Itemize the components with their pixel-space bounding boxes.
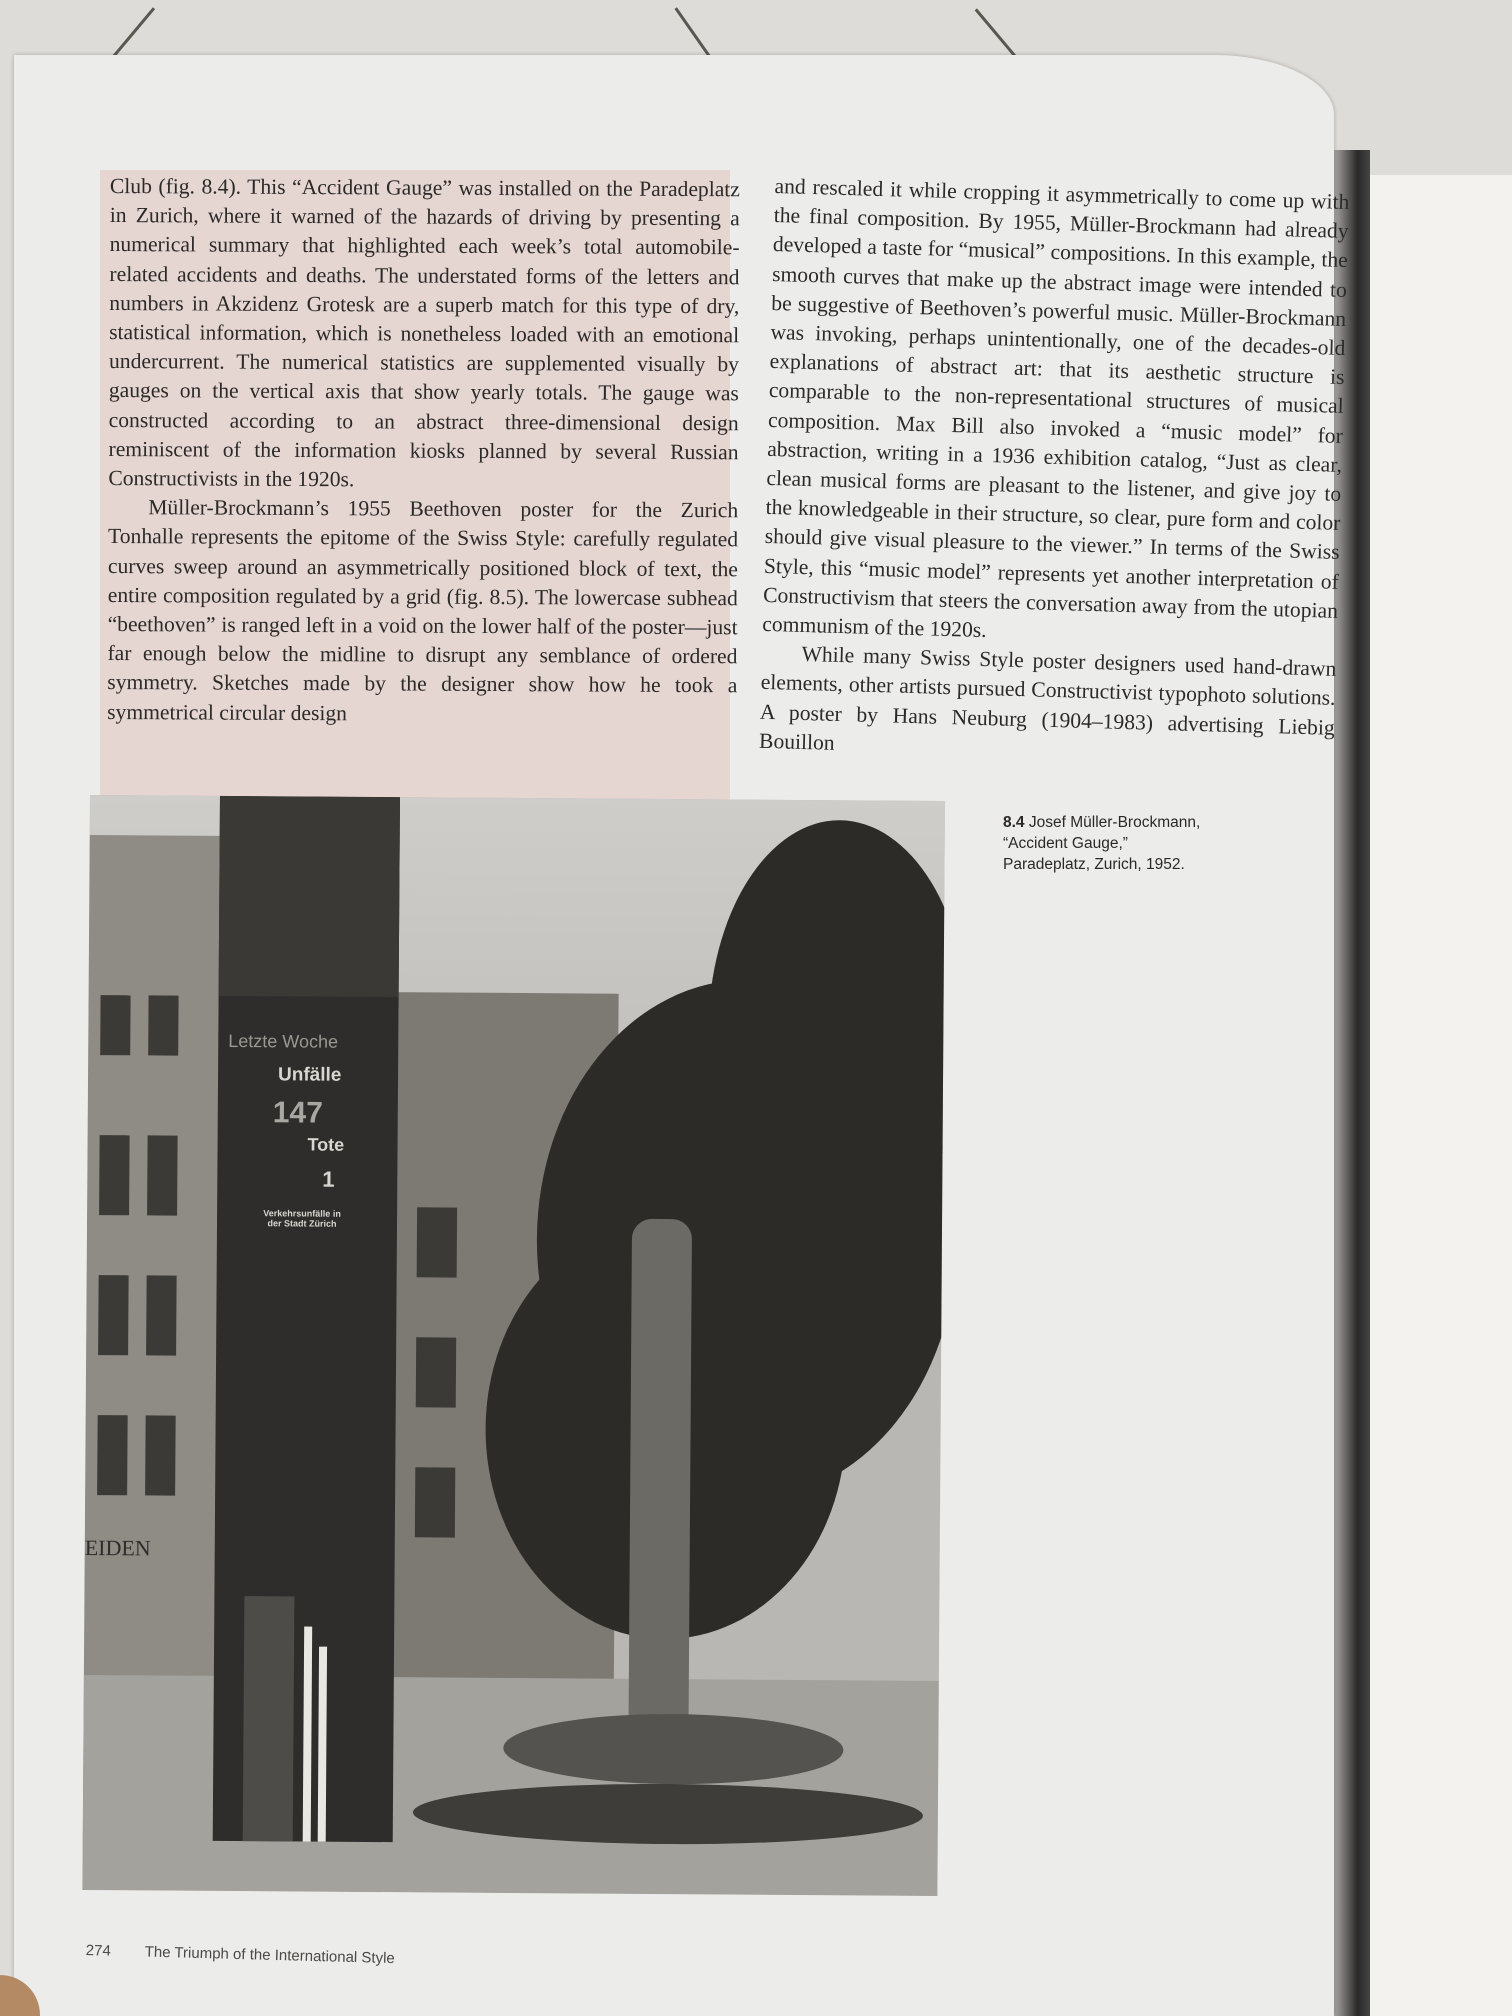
window (97, 1415, 128, 1495)
ground (82, 1675, 938, 1896)
facing-page (1370, 175, 1512, 2016)
window (99, 1135, 130, 1215)
gauge-label: Verkehrsunfälle in der Stadt Zürich (263, 1208, 341, 1229)
figure-number: 8.4 (1003, 814, 1025, 831)
gauge-bar (303, 1627, 313, 1842)
fountain-column (628, 1219, 692, 1779)
window (417, 1207, 457, 1277)
caption-line: “Accident Gauge,” (1003, 835, 1128, 852)
gauge-label: Unfälle (277, 1064, 342, 1086)
caption-line: Josef Müller-Brockmann, (1028, 814, 1201, 831)
gauge-count: 1 (322, 1166, 335, 1192)
gauge-pillar (213, 796, 400, 1842)
window (100, 995, 130, 1055)
running-title: The Triumph of the International Style (144, 1943, 395, 1968)
left-text-column (107, 172, 740, 730)
paragraph: Club (fig. 8.4). This “Accident Gauge” was installed on the Paradeplatz in Zurich, where it warned of the hazards of driving by presenting a numerical summary that highlighted each week’s total automobile-related accidents and deaths. The understated forms of the letters and numbers in Akzidenz Grotesk are a superb match for this type of dry, statistical information, which is nonetheless loaded with an emotional undercurrent. The numerical statistics are supplemented visually by gauges on the vertical axis that show yearly totals. The gauge was constructed according to an abstract three-dimensional design reminiscent of the information kiosks planned by several Russian Constructivists in the 1920s. (108, 173, 740, 492)
paragraph: While many Swiss Style poster designers used hand-drawn elements, other artists pursued Constructivist typophoto solutions. A poster by Hans Neuburg (1904–1983) advertising Liebig Bouillon (758, 642, 1337, 755)
gauge-count: 147 (272, 1096, 323, 1130)
window (146, 1275, 177, 1355)
window (416, 1337, 456, 1407)
page-number: 274 (85, 1942, 112, 1960)
figure-caption (1003, 812, 1263, 875)
shop-sign: EIDEN (84, 1534, 151, 1561)
gauge-label: Tote (307, 1134, 345, 1155)
window (148, 995, 178, 1055)
window (98, 1275, 129, 1355)
accident-gauge-photo (82, 795, 945, 1896)
gauge-bar (243, 1596, 295, 1841)
window (415, 1467, 455, 1537)
caption-line: Paradeplatz, Zurich, 1952. (1003, 856, 1185, 873)
gauge-label: Letzte Woche (228, 1030, 339, 1052)
paragraph: and rescaled it while cropping it asymmetrically to come up with the final composition. By 1955, Müller-Brockmann had already developed a taste for “musical” compositions. In this example, the smooth curves that make up the abstract image were intended to be suggestive of Beethoven’s powerful music. Müller-Brockmann was invoking, perhaps unintentionally, one of the decades-old explanations of abstract art: that its aesthetic structure is comparable to the non-representational structures of musical composition. Max Bill also invoked a “music model” for abstraction, writing in a 1936 exhibition catalog, “Just as clear, clean musical forms are pleasant to the listener, and give joy to the knowledgeable in their structure, so clear, pure form and color should give visual pleasure to the viewer.” In terms of the Swiss Style, this “music model” represents yet another interpretation of Constructivism that steers the conversation away from the utopian communism of the 1920s. (762, 173, 1350, 643)
paragraph: Müller-Brockmann’s 1955 Beethoven poster for the Zurich Tonhalle represents the epitome of the Swiss Style: carefully regulated curves sweep around an asymmetrically positioned block of text, the entire composition regulated by a grid (fig. 8.5). The lowercase subhead “beethoven” is ranged left in a void on the lower half of the poster—just far enough below the midline to disrupt any semblance of ordered symmetry. Sketches made by the designer show how he took a symmetrical circular design (107, 495, 739, 725)
right-text-column (759, 172, 1350, 772)
pillar-top (219, 796, 400, 997)
window (145, 1415, 176, 1495)
gauge-bar (318, 1647, 327, 1842)
window (147, 1135, 178, 1215)
